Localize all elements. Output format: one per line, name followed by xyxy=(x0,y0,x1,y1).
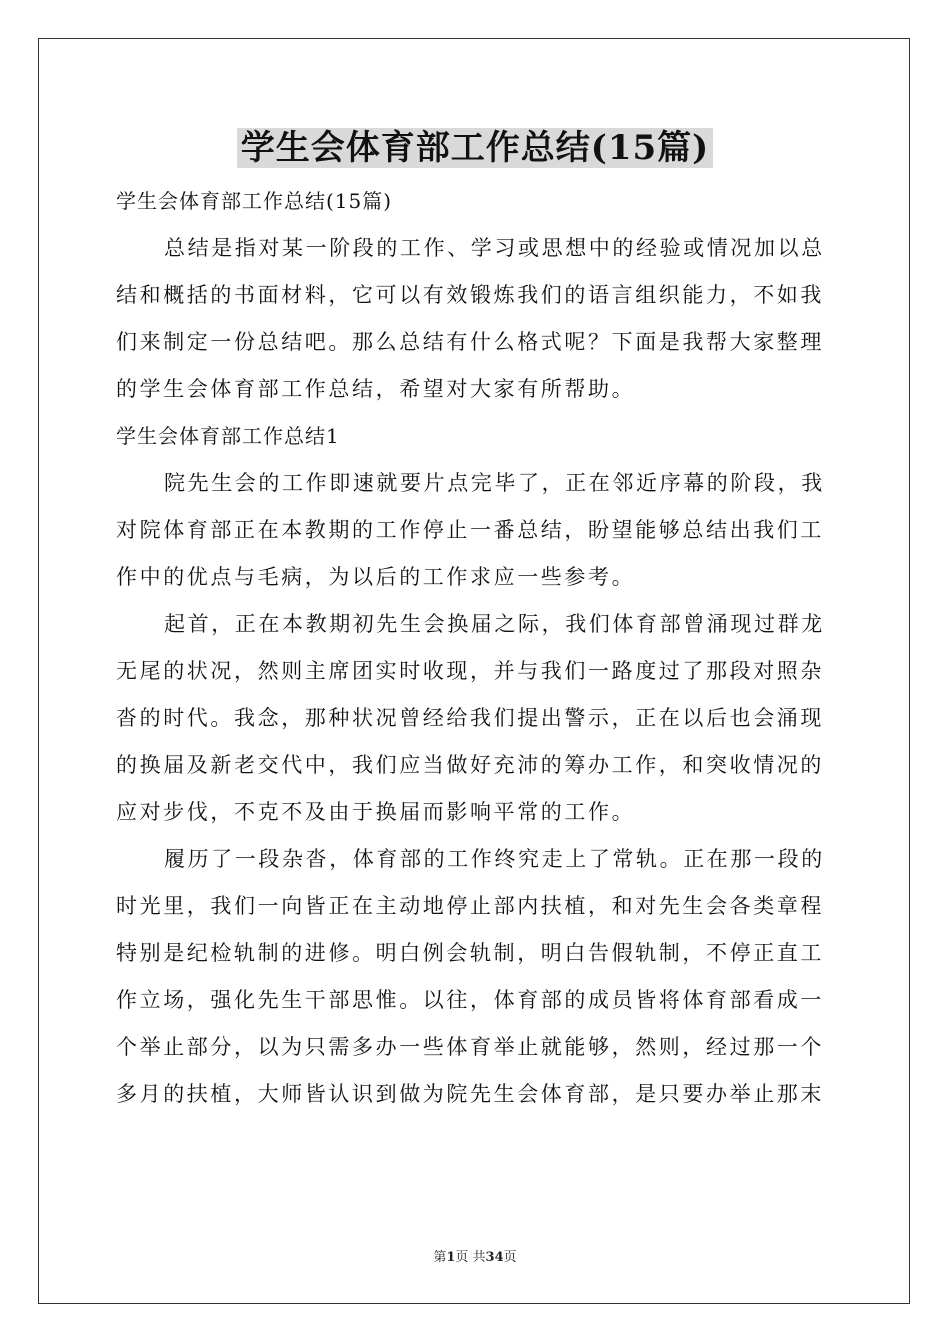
body-text-line: 起首，正在本教期初先生会换届之际，我们体育部曾涌现过群龙 xyxy=(164,612,825,636)
body-text-line: 无尾的状况，然则主席团实时收现，并与我们一路度过了那段对照杂 xyxy=(116,659,824,683)
body-text-line: 特别是纪检轨制的进修。明白例会轨制，明白告假轨制，不停正直工 xyxy=(116,941,824,965)
body-text-line: 的学生会体育部工作总结，希望对大家有所帮助。 xyxy=(116,377,636,401)
footer-current-page: 1 xyxy=(446,1250,456,1265)
body-text-line: 总结是指对某一阶段的工作、学习或思想中的经验或情况加以总 xyxy=(164,236,825,260)
body-text-line: 沓的时代。我念，那种状况曾经给我们提出警示，正在以后也会涌现 xyxy=(116,706,824,730)
footer-middle: 页 共 xyxy=(455,1250,486,1265)
body-text-line: 履历了一段杂沓，体育部的工作终究走上了常轨。正在那一段的 xyxy=(164,847,825,871)
body-text-line: 时光里，我们一向皆正在主动地停止部内扶植，和对先生会各类章程 xyxy=(116,894,824,918)
section-heading: 学生会体育部工作总结(15篇) xyxy=(116,189,393,213)
body-text-line: 结和概括的书面材料，它可以有效锻炼我们的语言组织能力，不如我 xyxy=(116,283,824,307)
body-text-line: 作立场，强化先生干部思惟。以往，体育部的成员皆将体育部看成一 xyxy=(116,988,824,1012)
body-text-line: 个举止部分，以为只需多办一些体育举止就能够，然则，经过那一个 xyxy=(116,1035,824,1059)
footer-prefix: 第 xyxy=(433,1250,447,1265)
body-text-line: 对院体育部正在本教期的工作停止一番总结，盼望能够总结出我们工 xyxy=(116,518,824,542)
body-text-line: 的换届及新老交代中，我们应当做好充沛的筹办工作，和突收情况的 xyxy=(116,753,824,777)
page-footer xyxy=(0,1248,950,1268)
document-title xyxy=(0,124,950,172)
section-heading: 学生会体育部工作总结1 xyxy=(116,424,340,448)
document-title-text: 学生会体育部工作总结(15篇) xyxy=(237,128,714,168)
body-text-line: 院先生会的工作即速就要片点完毕了，正在邻近序幕的阶段，我 xyxy=(164,471,825,495)
body-text-line: 们来制定一份总结吧。那么总结有什么格式呢？下面是我帮大家整理 xyxy=(116,330,824,354)
footer-suffix: 页 xyxy=(503,1250,517,1265)
body-text-line: 应对步伐，不克不及由于换届而影响平常的工作。 xyxy=(116,800,636,824)
footer-total-pages: 34 xyxy=(485,1250,504,1265)
body-text-line: 多月的扶植，大师皆认识到做为院先生会体育部，是只要办举止那末 xyxy=(116,1082,824,1106)
body-text-line: 作中的优点与毛病，为以后的工作求应一些参考。 xyxy=(116,565,636,589)
document-body xyxy=(116,178,836,1118)
